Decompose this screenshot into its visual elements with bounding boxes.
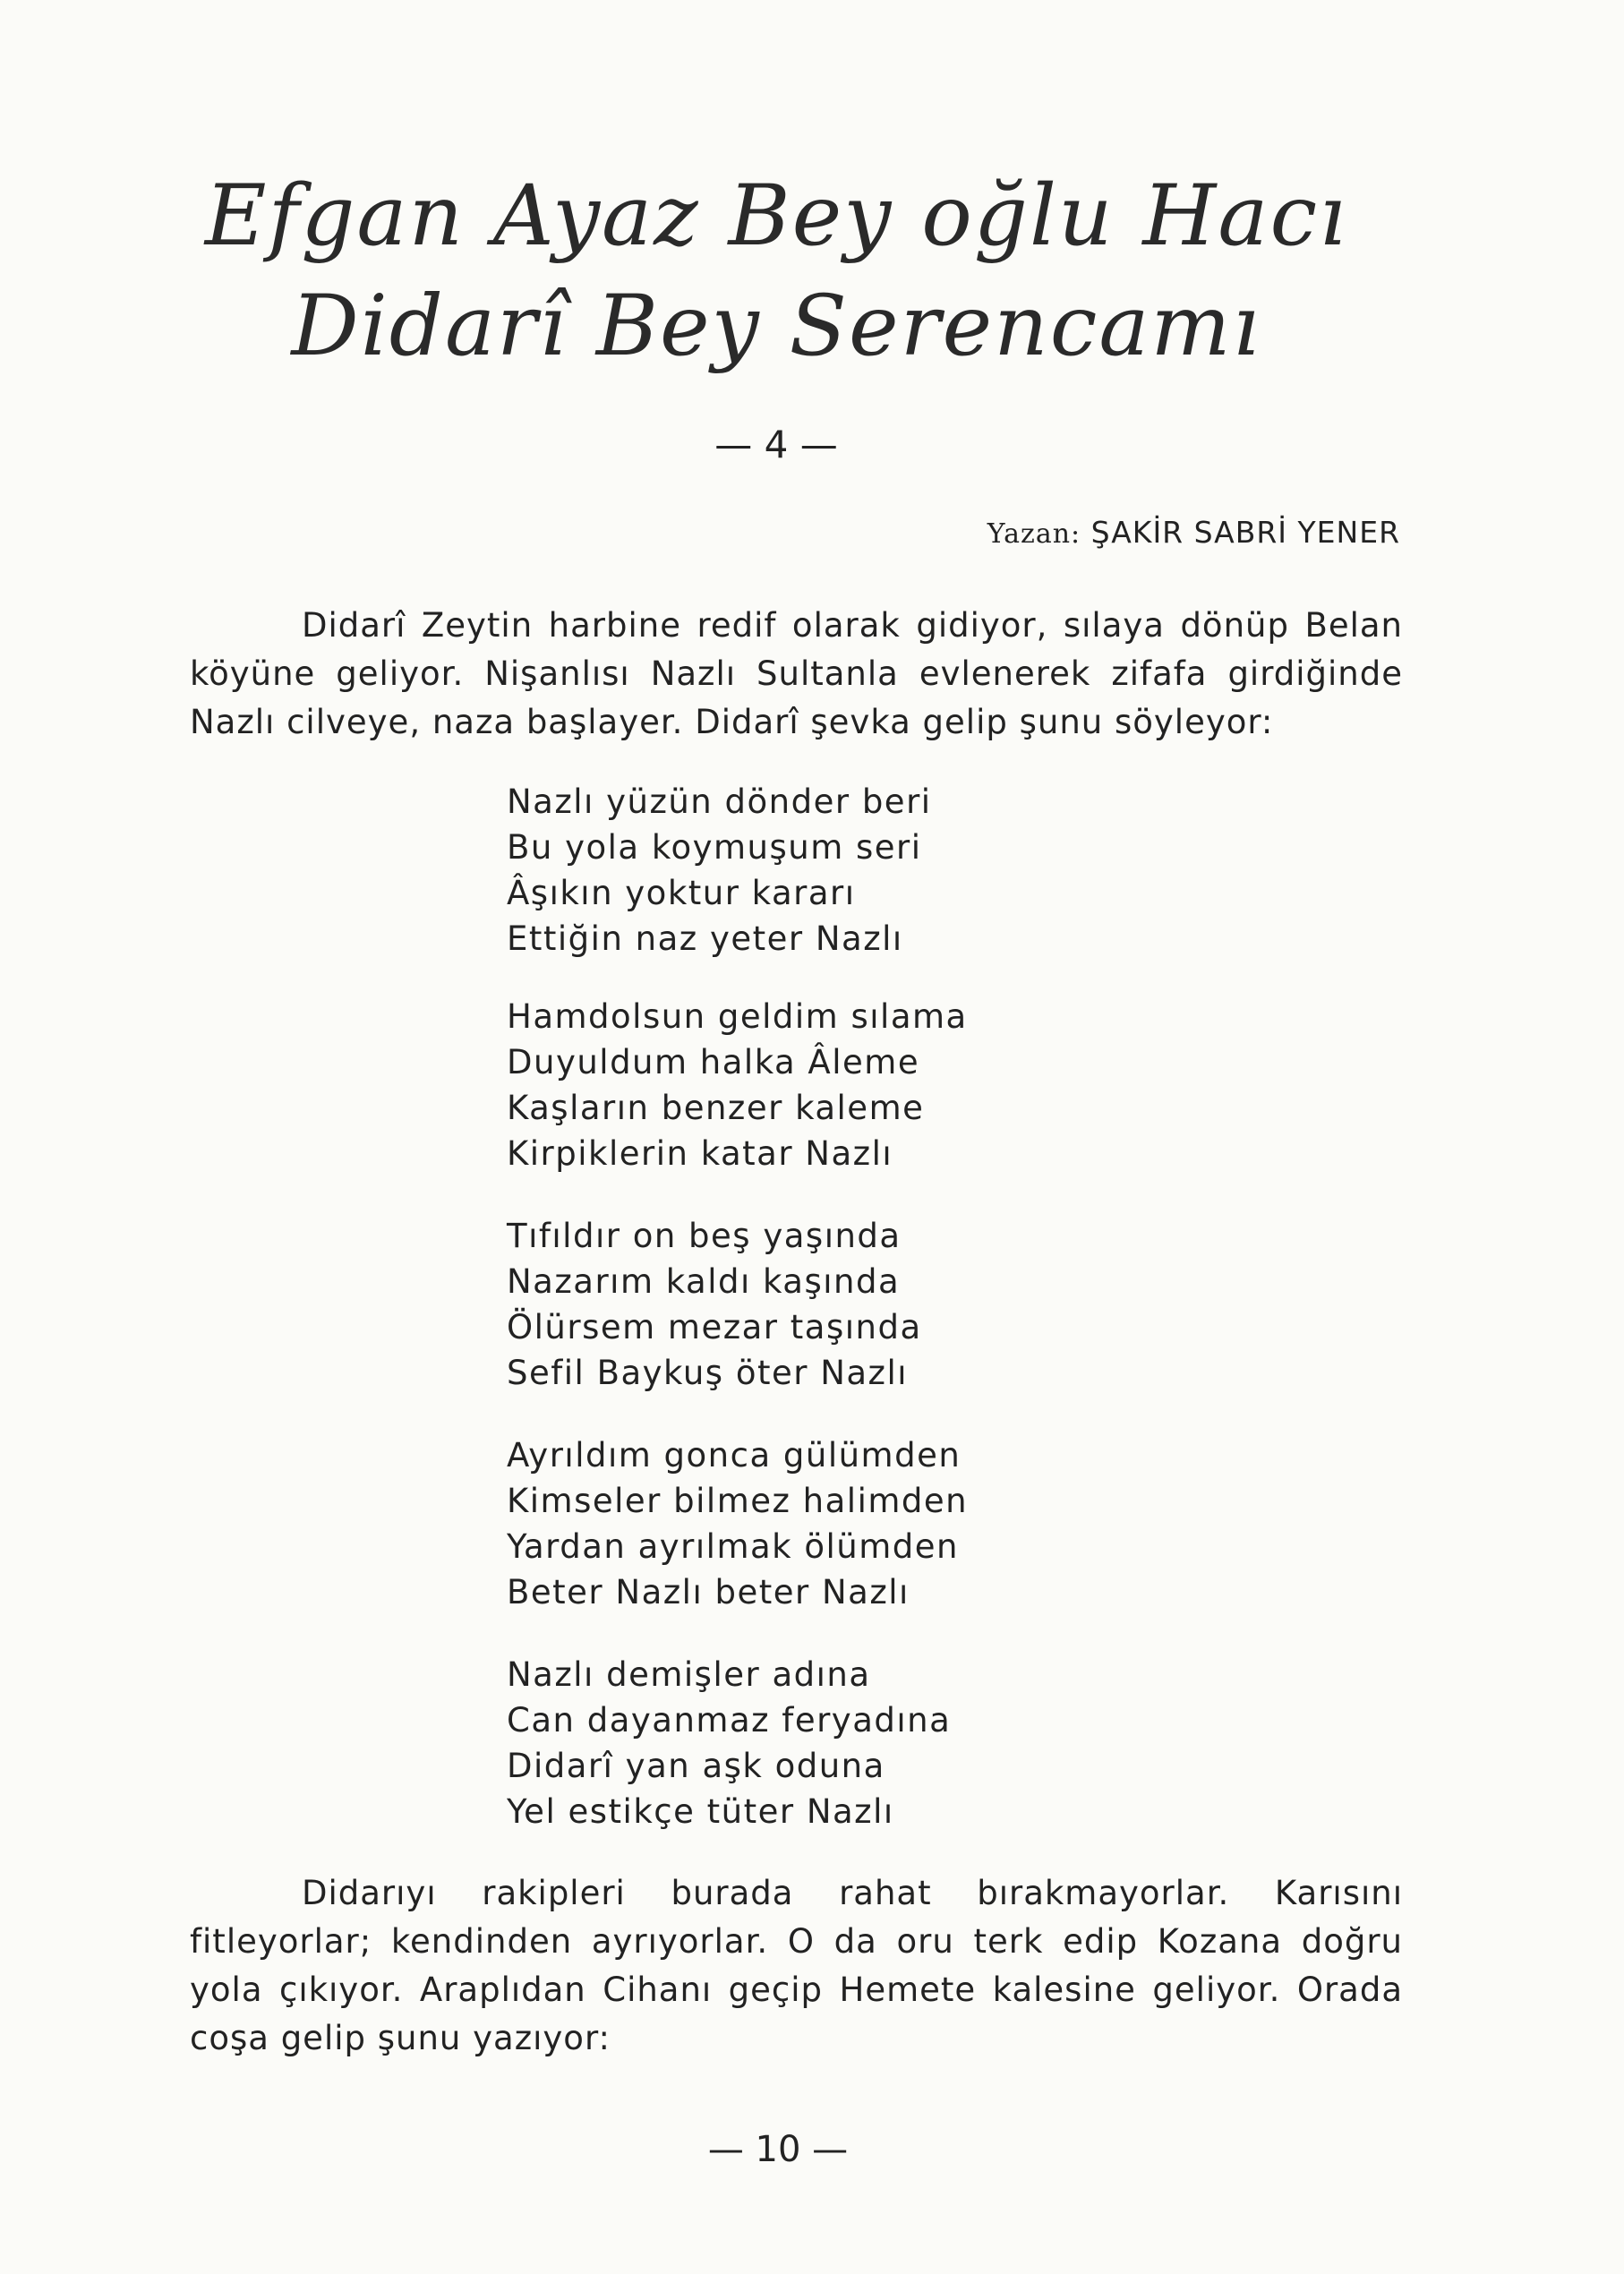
intro-paragraph <box>190 602 1403 747</box>
poem-line: Didarî yan aşk oduna <box>507 1747 885 1785</box>
poem-line: Bu yola koymuşum seri <box>507 828 922 867</box>
part-number: — 4 — <box>714 423 838 466</box>
page-number: — 10 — <box>707 2129 849 2170</box>
author-name: ŞAKİR SABRİ YENER <box>1090 515 1400 550</box>
closing-text: Didarıyı rakipleri burada rahat bırakmayorlar. Karısını fitleyorlar; kendinden ayrıyorlar. O da oru terk edip Kozana doğru yola çıkıyor. Araplıdan Cihanı geçip Hemete kalesine geliyor. Orada coşa gelip şunu yazıyor: <box>190 1874 1403 2057</box>
poem-line: Kimseler bilmez halimden <box>507 1482 969 1520</box>
intro-text: Didarî Zeytin harbine redif olarak gidiyor, sılaya dönüp Belan köyüne geliyor. Nişanlısı Nazlı Sultanla evlenerek zifafa girdiğinde Nazlı cilveye, naza başlayer. Didarî şevka gelip şunu söyleyor: <box>190 606 1403 741</box>
poem-line: Ayrıldım gonca gülümden <box>507 1436 962 1475</box>
poem-line: Yel estikçe tüter Nazlı <box>507 1792 894 1831</box>
poem-line: Duyuldum halka Âleme <box>507 1043 920 1081</box>
stanza <box>507 1213 1133 1396</box>
closing-paragraph <box>190 1869 1403 2063</box>
poem-line: Sefil Baykuş öter Nazlı <box>507 1354 909 1392</box>
poem-line: Kirpiklerin katar Nazlı <box>507 1134 893 1173</box>
poem-line: Nazarım kaldı kaşında <box>507 1262 901 1301</box>
poem-line: Ettiğin naz yeter Nazlı <box>507 919 903 958</box>
author-line <box>987 515 1400 550</box>
poem-line: Nazlı yüzün dönder beri <box>507 782 932 821</box>
author-label: Yazan: <box>987 518 1081 550</box>
poem-line: Tıfıldır on beş yaşında <box>507 1217 902 1255</box>
stanza <box>507 1652 1133 1834</box>
poem-line: Âşıkın yoktur kararı <box>507 874 856 912</box>
stanza <box>507 994 1133 1176</box>
poem-line: Can dayanmaz feryadına <box>507 1701 952 1740</box>
stanza <box>507 1432 1133 1615</box>
title-line-2: Didarî Bey Serencamı <box>291 278 1261 375</box>
title-line-1: Efgan Ayaz Bey oğlu Hacı <box>204 167 1348 265</box>
poem-line: Hamdolsun geldim sılama <box>507 997 968 1036</box>
poem-line: Kaşların benzer kaleme <box>507 1089 925 1127</box>
poem-line: Yardan ayrılmak ölümden <box>507 1527 959 1566</box>
stanza <box>507 779 1133 962</box>
poem-line: Nazlı demişler adına <box>507 1655 871 1694</box>
poem-line: Beter Nazlı beter Nazlı <box>507 1573 910 1611</box>
poem-line: Ölürsem mezar taşında <box>507 1308 922 1346</box>
